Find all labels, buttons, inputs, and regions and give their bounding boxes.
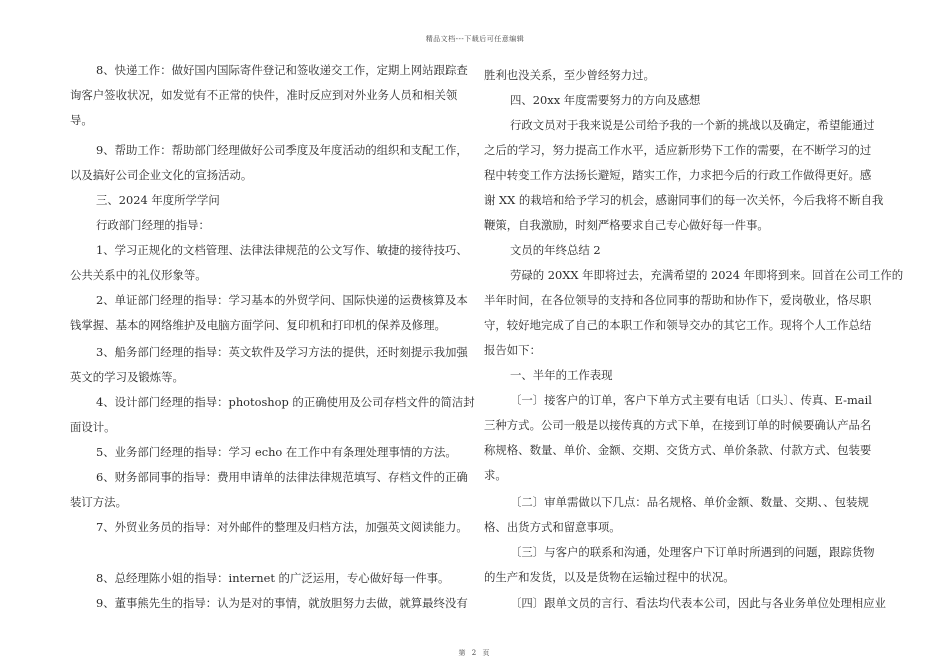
- text-line: 〔一〕接客户的订单，客户下单方式主要有电话〔口头〕、传真、E-mail: [510, 393, 872, 407]
- page-number: 第 2 页: [458, 649, 492, 657]
- text-line: 5、业务部门经理的指导：学习 echo 在工作中有条理处理事情的方法。: [96, 445, 457, 459]
- text-line: 询客户签收状况，如发觉有不正常的快件，准时反应到对外业务人员和相关领: [70, 88, 458, 102]
- text-line: 胜利也没关系，至少曾经努力过。: [484, 68, 655, 82]
- text-line: 〔二〕审单需做以下几点：品名规格、单价金额、数量、交期、、包装规: [510, 495, 869, 509]
- text-line: 3、船务部门经理的指导：英文软件及学习方法的提供，还时刻提示我加强: [96, 345, 468, 359]
- text-line: 称规格、数量、单价、金额、交期、交货方式、单价条款、付款方式、包装要: [484, 443, 872, 457]
- text-line: 9、董事熊先生的指导：认为是对的事情，就放胆努力去做，就算最终没有: [96, 596, 468, 610]
- text-line: 〔四〕跟单文员的言行、看法均代表本公司，因此与各业务单位处理相应业: [510, 596, 886, 610]
- text-line: 6、财务部同事的指导：费用申请单的法律法律规范填写、存档文件的正确: [96, 470, 468, 484]
- text-line: 7、外贸业务员的指导：对外邮件的整理及归档方法，加强英文阅读能力。: [96, 520, 468, 534]
- text-line: 三种方式。公司一般是以接传真的方式下单，在接到订单的时候要确认产品名: [484, 418, 872, 432]
- section-heading: 三、2024 年度所学学问: [96, 193, 220, 207]
- text-line: 程中转变工作方法扬长避短，踏实工作，力求把今后的行政工作做得更好。感: [484, 168, 872, 182]
- text-line: 1、学习正规化的文档管理、法律法律规范的公文写作、敏捷的接待技巧、: [96, 243, 468, 257]
- text-line: 鞭策，自我激励，时刻严格要求自己专心做好每一件事。: [484, 218, 769, 232]
- text-line: 格、出货方式和留意事项。: [484, 520, 621, 534]
- text-line: 谢 XX 的栽培和给予学习的机会，感谢同事们的每一次关怀，今后我将不断自我: [484, 193, 884, 207]
- text-line: 求。: [484, 468, 507, 482]
- page-header: 精品文档---下载后可任意编辑: [425, 35, 525, 43]
- text-line: 的生产和发货，以及是货物在运输过程中的状况。: [484, 570, 735, 584]
- text-line: 〔三〕与客户的联系和沟通，处理客户下订单时所遇到的问题，跟踪货物: [510, 545, 875, 559]
- section-heading: 一、半年的工作表现: [510, 368, 613, 382]
- text-line: 行政文员对于我来说是公司给予我的一个新的挑战以及确定，希望能通过: [510, 118, 875, 132]
- section-heading: 四、20xx 年度需要努力的方向及感想: [510, 93, 701, 107]
- text-line: 装订方法。: [70, 495, 127, 509]
- text-line: 之后的学习，努力提高工作水平，适应新形势下工作的需要，在不断学习的过: [484, 143, 872, 157]
- text-line: 以及搞好公司企业文化的宣扬活动。: [70, 168, 253, 182]
- text-line: 劳碌的 20XX 年即将过去，充满希望的 2024 年即将到来。回首在公司工作的: [510, 268, 904, 282]
- text-line: 行政部门经理的指导：: [96, 218, 210, 232]
- text-line: 钱掌握、基本的网络维护及电脑方面学问、复印机和打印机的保养及修理。: [70, 318, 446, 332]
- text-line: 报告如下：: [484, 343, 541, 357]
- text-line: 9、帮助工作：帮助部门经理做好公司季度及年度活动的组织和支配工作，: [96, 143, 468, 157]
- text-line: 8、快递工作：做好国内国际寄件登记和签收递交工作，定期上网站跟踪查: [96, 63, 468, 77]
- text-line: 8、总经理陈小姐的指导：internet 的广泛运用，专心做好每一件事。: [96, 571, 450, 585]
- text-line: 面设计。: [70, 420, 116, 434]
- text-line: 公共关系中的礼仪形象等。: [70, 268, 207, 282]
- text-line: 守，较好地完成了自己的本职工作和领导交办的其它工作。现将个人工作总结: [484, 318, 872, 332]
- section-heading: 文员的年终总结 2: [510, 243, 601, 257]
- text-line: 4、设计部门经理的指导：photoshop 的正确使用及公司存档文件的简洁封: [96, 395, 475, 409]
- text-line: 半年时间，在各位领导的支持和各位同事的帮助和协作下，爱岗敬业，恪尽职: [484, 293, 872, 307]
- text-line: 英文的学习及锻炼等。: [70, 370, 184, 384]
- text-line: 2、单证部门经理的指导：学习基本的外贸学问、国际快递的运费核算及本: [96, 293, 468, 307]
- text-line: 导。: [70, 113, 93, 127]
